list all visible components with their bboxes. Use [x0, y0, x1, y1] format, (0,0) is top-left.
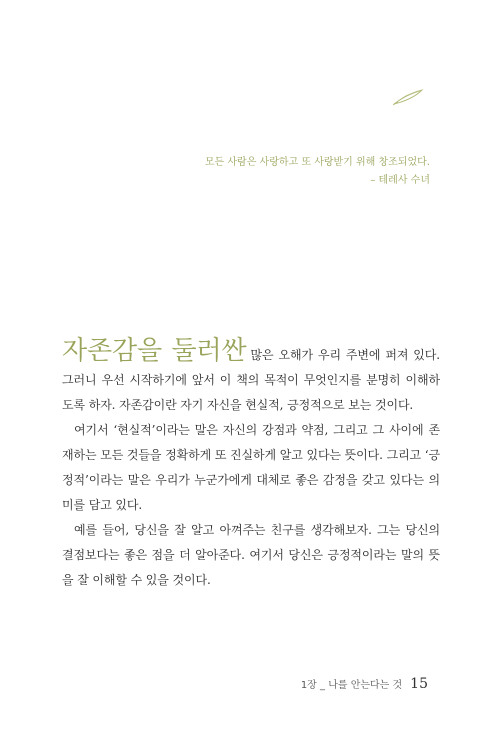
lead-phrase: 자존감을 둘러싼 [62, 336, 247, 366]
epigraph-quote: 모든 사람은 사랑하고 또 사랑받기 위해 창조되었다. [204, 157, 430, 168]
feather-icon [392, 88, 424, 106]
paragraph-1 [62, 336, 440, 418]
epigraph [205, 156, 430, 188]
paragraph-2: 여기서 ‘현실적’이라는 말은 자신의 강점과 약점, 그리고 그 사이에 존재하는 모든 것들을 정확하게 또 진실하게 알고 있다는 뜻이다. 그리고 ‘긍정적’이라는 말은 우리가 누군가에게 대체로 좋은 감정을 갖고 있다는 의미를 담고 있다. [62, 423, 440, 512]
paragraph-1-text: 많은 오해가 우리 주변에 퍼져 있다. 그러니 우선 시작하기에 앞서 이 책의 목적이 무엇인지를 분명히 이해하도록 하자. 자존감이란 자기 자신을 현실적, 긍정적으로 보는 것이다. [62, 348, 440, 412]
chapter-title: 1장 _ 나를 안는다는 것 [300, 680, 403, 691]
epigraph-author: – 테레사 수녀 [370, 175, 430, 186]
page-footer [301, 676, 428, 692]
page-number: 15 [410, 676, 428, 692]
paragraph-3: 예를 들어, 당신을 잘 알고 아껴주는 친구를 생각해보자. 그는 당신의 결점보다는 좋은 점을 더 알아준다. 여기서 당신은 긍정적이라는 말의 뜻을 잘 이해할 수 있을 것이다. [62, 523, 440, 587]
body-text [62, 336, 440, 593]
